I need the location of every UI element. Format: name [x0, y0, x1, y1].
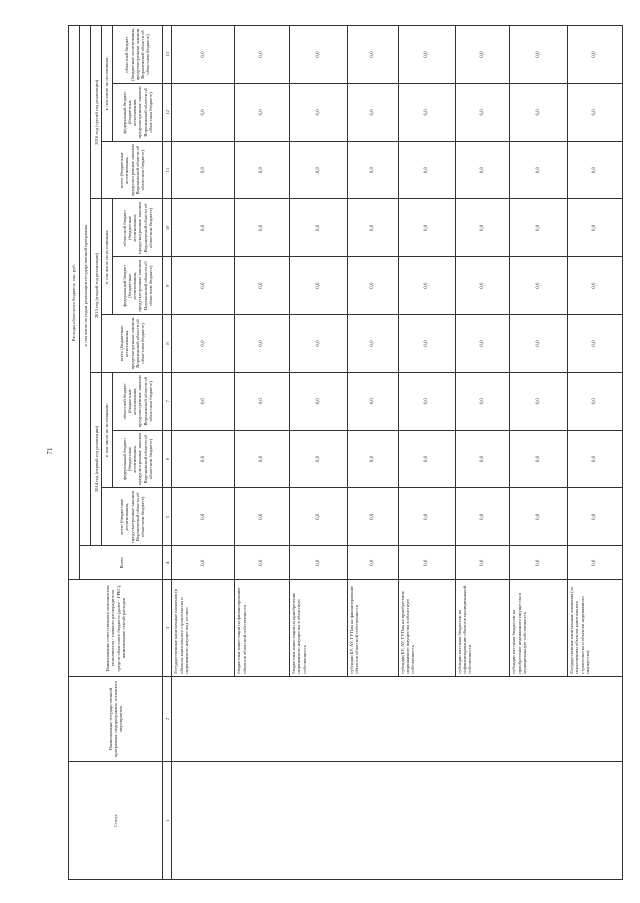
value-cell: 0,0 — [398, 141, 455, 199]
header-2014-obl: областной бюджет (бюджетные ассигнования, предусмотренные законом Воронежской области об областном бюджете) — [112, 372, 163, 430]
value-cell: 0,0 — [235, 315, 290, 373]
value-cell: 0,0 — [568, 83, 623, 141]
value-cell: 0,0 — [510, 372, 568, 430]
header-2014-all: всего (бюджетные ассигнования, предусмотренные законом Воронежской области об областном бюджете) — [102, 488, 163, 546]
value-cell: 0,0 — [290, 199, 348, 257]
value-cell: 0,0 — [510, 430, 568, 488]
value-cell: 0,0 — [347, 83, 398, 141]
page-number: 71 — [46, 447, 54, 455]
column-number: 9 — [163, 257, 172, 315]
header-2016-all: всего (бюджетные ассигнования, предусмотренные законом Воронежской области об областном бюджете) — [102, 141, 163, 199]
value-cell: 0,0 — [172, 315, 235, 373]
column-number: 11 — [163, 141, 172, 199]
value-cell: 0,0 — [290, 315, 348, 373]
value-cell: 0,0 — [347, 430, 398, 488]
value-cell: 0,0 — [290, 26, 348, 84]
column-number: 5 — [163, 488, 172, 546]
header-2015-sources: в том числе по источникам: — [102, 199, 112, 315]
value-cell: 0,0 — [398, 372, 455, 430]
header-program-name: Наименование государственной программы, подпрограммы, основного мероприятия — [69, 676, 163, 762]
value-cell: 0,0 — [290, 141, 348, 199]
value-cell: 0,0 — [347, 546, 398, 580]
value-cell: 0,0 — [347, 26, 398, 84]
value-cell: 0,0 — [235, 257, 290, 315]
value-cell: 0,0 — [347, 199, 398, 257]
value-cell: 0,0 — [172, 83, 235, 141]
value-cell: 0,0 — [398, 257, 455, 315]
header-2015-all: всего (бюджетные ассигнования, предусмотренные законом Воронежской области об областном бюджете) — [102, 315, 163, 373]
column-number: 8 — [163, 315, 172, 373]
value-cell: 0,0 — [172, 372, 235, 430]
header-2015-obl: областной бюджет (бюджетные ассигнования, предусмотренные законом Воронежской области об областном бюджете) — [112, 199, 163, 257]
value-cell: 0,0 — [290, 430, 348, 488]
value-cell: 0,0 — [455, 257, 510, 315]
value-cell: 0,0 — [172, 488, 235, 546]
column-number: 2 — [163, 676, 172, 762]
row-label: бюджетные инвестиции на приобретение недвижимого имущества в областную собственность — [290, 580, 348, 676]
header-executor: Наименование ответственного исполнителя, исполнителя - главного распорядителя средств областного бюджета (далее - ГРБС), наименование сектой расходов — [69, 580, 163, 676]
header-status: Статус — [69, 762, 163, 880]
column-number: 13 — [163, 26, 172, 84]
value-cell: 0,0 — [568, 372, 623, 430]
table-row — [172, 26, 235, 880]
header-year-2014: 2014 год (первый год реализации) — [91, 372, 102, 545]
value-cell: 0,0 — [235, 546, 290, 580]
value-cell: 0,0 — [568, 257, 623, 315]
budget-table-rotated — [68, 25, 623, 880]
value-cell: 0,0 — [510, 199, 568, 257]
value-cell: 0,0 — [455, 430, 510, 488]
value-cell: 0,0 — [568, 546, 623, 580]
row-label: Государственные капитальные вложения (за исключением объектов капитального строительства и объектов недвижимого имущества) — [568, 580, 623, 676]
value-cell: 0,0 — [455, 546, 510, 580]
value-cell: 0,0 — [347, 257, 398, 315]
value-cell: 0,0 — [510, 141, 568, 199]
value-cell: 0,0 — [398, 488, 455, 546]
value-cell: 0,0 — [455, 372, 510, 430]
value-cell: 0,0 — [347, 141, 398, 199]
value-cell: 0,0 — [568, 141, 623, 199]
value-cell: 0,0 — [347, 488, 398, 546]
header-2014-sources: в том числе по источникам: — [102, 372, 112, 488]
row-label: субсидии местным бюджетам на софинансирование объектов муниципальной собственности — [455, 580, 510, 676]
row-label: субсидии местным бюджетам на приобретение недвижимого имущества в муниципальную собственность — [510, 580, 568, 676]
column-number: 1 — [163, 762, 172, 880]
row-label: субсидии БУ, АУ, ГУПам на финансирование объектов областной собственности — [347, 580, 398, 676]
header-year-2015: 2015 год (второй год реализации) — [91, 199, 102, 372]
header-total: Всего — [80, 546, 163, 580]
header-2016-obl: областной бюджет (бюджетные ассигнования, предусмотренные законом Воронежской области об областном бюджете) — [112, 26, 163, 84]
budget-table — [68, 25, 623, 880]
value-cell: 0,0 — [290, 372, 348, 430]
value-cell: 0,0 — [235, 83, 290, 141]
value-cell: 0,0 — [455, 26, 510, 84]
value-cell: 0,0 — [235, 26, 290, 84]
value-cell: 0,0 — [398, 199, 455, 257]
value-cell: 0,0 — [455, 315, 510, 373]
status-cell — [172, 762, 623, 880]
value-cell: 0,0 — [510, 257, 568, 315]
column-number: 7 — [163, 372, 172, 430]
header-2015-fed: федеральный бюджет (бюджетные ассигнования, предусмотренные законом Воронежской области об областном бюджете) — [112, 257, 163, 315]
value-cell: 0,0 — [235, 141, 290, 199]
row-label: субсидии БУ, АУ, ГУПам на приобретение недвижимого имущества в областную собственность — [398, 580, 455, 676]
value-cell: 0,0 — [172, 199, 235, 257]
value-cell: 0,0 — [398, 83, 455, 141]
header-by-years: в том числе по годам реализации государственной программы — [80, 26, 91, 546]
value-cell: 0,0 — [568, 430, 623, 488]
value-cell: 0,0 — [290, 488, 348, 546]
value-cell: 0,0 — [398, 26, 455, 84]
value-cell: 0,0 — [568, 488, 623, 546]
value-cell: 0,0 — [172, 430, 235, 488]
value-cell: 0,0 — [235, 488, 290, 546]
header-2014-fed: федеральный бюджет (бюджетные ассигнования, предусмотренные законом Воронежской области об областном бюджете) — [112, 430, 163, 488]
value-cell: 0,0 — [398, 546, 455, 580]
value-cell: 0,0 — [290, 257, 348, 315]
value-cell: 0,0 — [510, 83, 568, 141]
value-cell: 0,0 — [568, 315, 623, 373]
value-cell: 0,0 — [235, 430, 290, 488]
value-cell: 0,0 — [510, 315, 568, 373]
row-label: Государственные капитальные вложения (в объекты капитального строительства и недвижимого имущества), из них: — [172, 580, 235, 676]
value-cell: 0,0 — [347, 315, 398, 373]
value-cell: 0,0 — [510, 26, 568, 84]
value-cell: 0,0 — [455, 488, 510, 546]
column-number: 3 — [163, 580, 172, 676]
program-name-cell — [172, 676, 623, 762]
value-cell: 0,0 — [568, 199, 623, 257]
value-cell: 0,0 — [290, 546, 348, 580]
value-cell: 0,0 — [235, 372, 290, 430]
value-cell: 0,0 — [235, 199, 290, 257]
header-2016-fed: федеральный бюджет (бюджетные ассигнования, предусмотренные законом Воронежской области об областном бюджете) — [112, 83, 163, 141]
value-cell: 0,0 — [398, 315, 455, 373]
value-cell: 0,0 — [347, 372, 398, 430]
header-year-2016: 2016 год (третий год реализации) — [91, 26, 102, 199]
value-cell: 0,0 — [172, 257, 235, 315]
column-number: 4 — [163, 546, 172, 580]
column-numbers-row — [163, 26, 172, 880]
column-number: 12 — [163, 83, 172, 141]
row-label: бюджетные инвестиции на финансирование объектов областной собственности — [235, 580, 290, 676]
header-2016-sources: в том числе по источникам: — [102, 26, 112, 142]
value-cell: 0,0 — [455, 83, 510, 141]
header-expenses-title: Расходы областного бюджета, тыс. руб. — [69, 26, 80, 580]
value-cell: 0,0 — [455, 141, 510, 199]
value-cell: 0,0 — [172, 141, 235, 199]
column-number: 6 — [163, 430, 172, 488]
value-cell: 0,0 — [510, 546, 568, 580]
value-cell: 0,0 — [172, 26, 235, 84]
value-cell: 0,0 — [568, 26, 623, 84]
value-cell: 0,0 — [398, 430, 455, 488]
column-number: 10 — [163, 199, 172, 257]
value-cell: 0,0 — [290, 83, 348, 141]
value-cell: 0,0 — [510, 488, 568, 546]
value-cell: 0,0 — [172, 546, 235, 580]
value-cell: 0,0 — [455, 199, 510, 257]
